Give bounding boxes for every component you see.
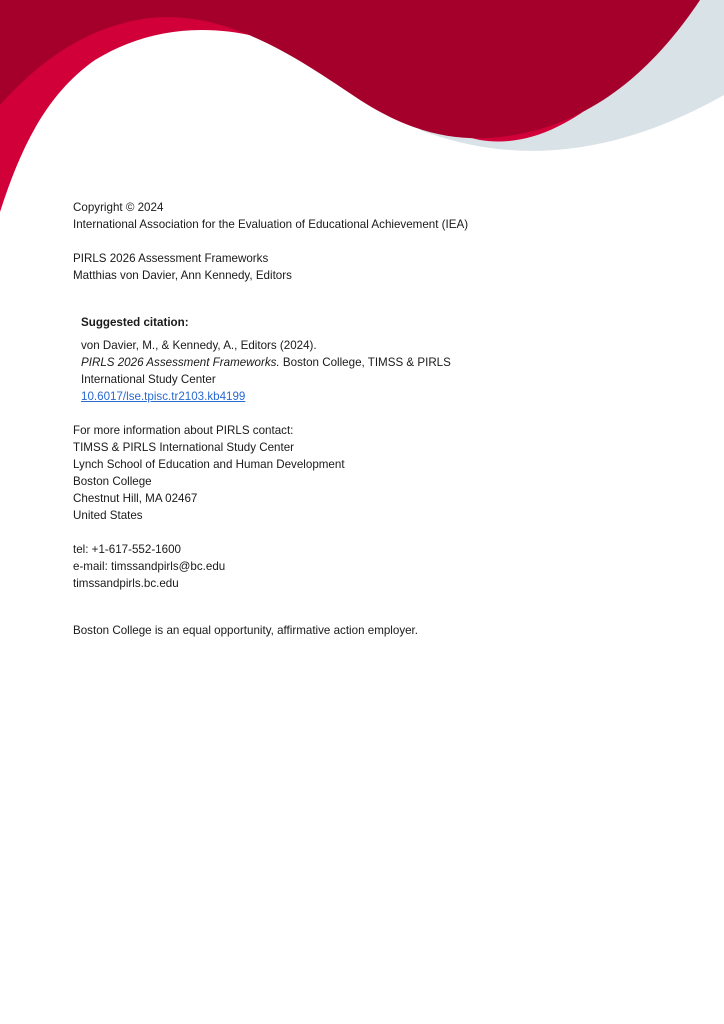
contact-intro: For more information about PIRLS contact: <box>73 424 294 437</box>
citation-doi-link[interactable]: 10.6017/lse.tpisc.tr2103.kb4199 <box>81 390 246 403</box>
citation-authors: von Davier, M., & Kennedy, A., Editors (2024). <box>81 339 317 352</box>
contact-country: United States <box>73 509 143 522</box>
footer-block <box>73 622 673 639</box>
contact-telephone: tel: +1-617-552-1600 <box>73 543 181 556</box>
citation-title: PIRLS 2026 Assessment Frameworks. <box>81 356 280 369</box>
contact-city: Chestnut Hill, MA 02467 <box>73 492 198 505</box>
copyright-block <box>73 199 673 233</box>
citation-publisher: Boston College, TIMSS & PIRLS <box>279 356 451 369</box>
publisher-organization: International Association for the Evaluation of Educational Achievement (IEA) <box>73 218 469 231</box>
citation-heading: Suggested citation: <box>81 316 189 329</box>
publication-editors: Matthias von Davier, Ann Kennedy, Editors <box>73 269 292 282</box>
citation-block <box>81 314 673 405</box>
copyright-line: Copyright © 2024 <box>73 201 164 214</box>
contact-school: Lynch School of Education and Human Development <box>73 458 345 471</box>
contact-email: e-mail: timssandpirls@bc.edu <box>73 560 226 573</box>
publication-block <box>73 250 673 284</box>
contact-block <box>73 422 673 524</box>
contact-website: timssandpirls.bc.edu <box>73 577 179 590</box>
contact-organization: TIMSS & PIRLS International Study Center <box>73 441 295 454</box>
header-wave-banner <box>0 0 724 230</box>
contact-college: Boston College <box>73 475 152 488</box>
contact-details-block <box>73 541 673 592</box>
publication-title: PIRLS 2026 Assessment Frameworks <box>73 252 269 265</box>
colophon <box>73 199 673 639</box>
equal-opportunity-statement: Boston College is an equal opportunity, affirmative action employer. <box>73 624 419 637</box>
citation-title-line <box>81 354 673 371</box>
citation-publisher-continued: International Study Center <box>81 373 216 386</box>
